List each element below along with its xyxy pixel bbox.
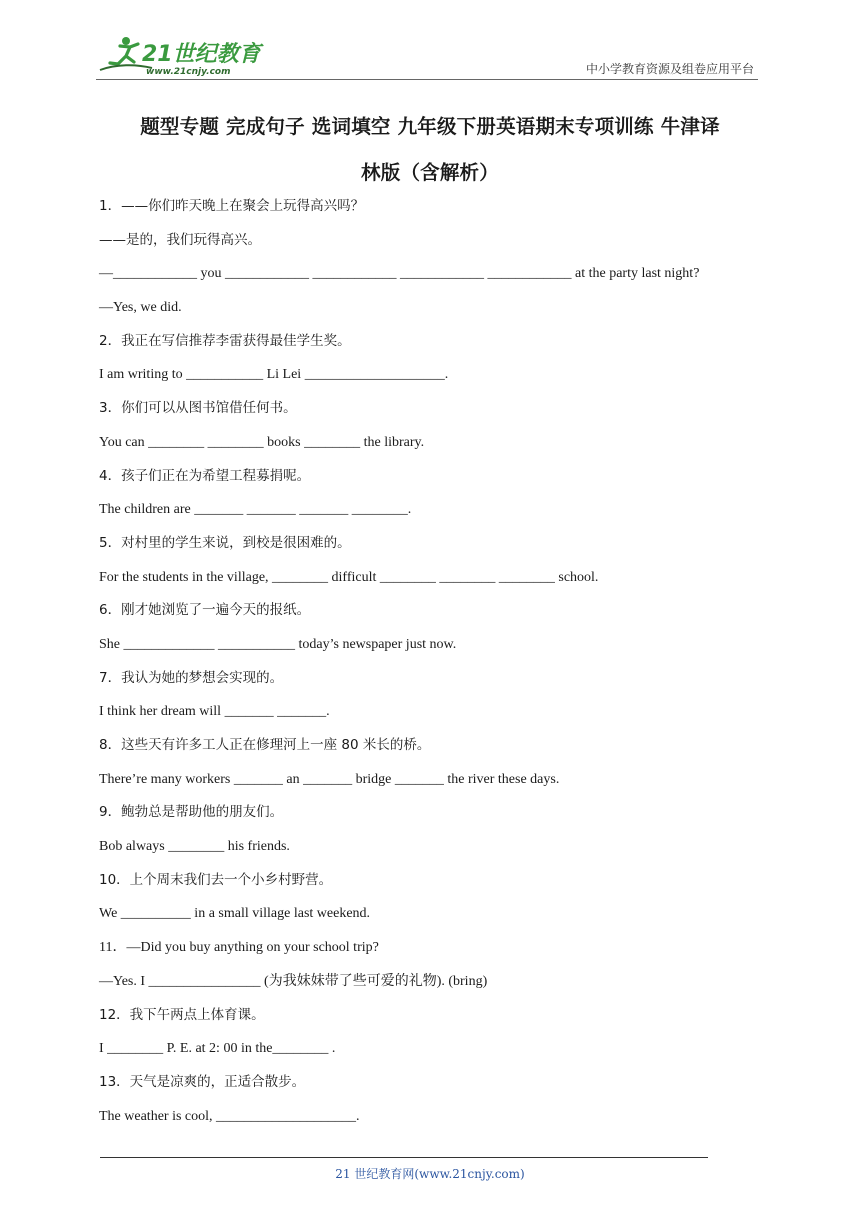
platform-name: 中小学教育资源及组卷应用平台 xyxy=(585,62,754,76)
site-logo xyxy=(96,34,266,78)
question-line: 5．对村里的学生来说，到校是很困难的。 xyxy=(99,534,351,551)
logo-text: 21世纪教育 xyxy=(142,42,261,67)
question-line: I am writing to ___________ Li Lei ____________________. xyxy=(99,367,449,383)
question-line: —Yes. I ________________ (为我妹妹带了些可爱的礼物). (bring) xyxy=(99,973,488,989)
question-line: 4．孩子们正在为希望工程募捐呢。 xyxy=(99,467,311,484)
question-line: ——是的，我们玩得高兴。 xyxy=(99,231,261,248)
footer-text: 21 世纪教育网(www.21cnjy.com) xyxy=(335,1167,525,1181)
page-title xyxy=(100,104,760,196)
running-figure-logo-icon xyxy=(96,34,266,78)
question-line: I ________ P. E. at 2: 00 in the________ . xyxy=(99,1041,336,1057)
question-line: 11．—Did you buy anything on your school trip? xyxy=(99,940,379,956)
question-list xyxy=(99,190,779,1133)
question-line: —Yes, we did. xyxy=(99,300,182,316)
title-line-2: 林版（含解析） xyxy=(361,161,499,184)
question-line: 1．——你们昨天晚上在聚会上玩得高兴吗？ xyxy=(99,198,365,214)
question-line: 3．你们可以从图书馆借任何书。 xyxy=(99,400,297,417)
page-header xyxy=(96,30,758,80)
question-line: Bob always ________ his friends. xyxy=(99,839,290,855)
logo-url: www.21cnjy.com xyxy=(146,67,231,77)
question-line: For the students in the village, ________ difficult ________ ________ ________ school. xyxy=(99,569,599,585)
question-line: 9．鲍勃总是帮助他的朋友们。 xyxy=(99,804,284,821)
question-line: The children are _______ _______ _______ ________. xyxy=(99,502,412,518)
question-line: 2．我正在写信推荐李雷获得最佳学生奖。 xyxy=(99,332,351,349)
question-line: The weather is cool, ____________________. xyxy=(99,1108,360,1124)
question-line: We __________ in a small village last weekend. xyxy=(99,906,371,922)
question-line: She _____________ ___________ today’s newspaper just now. xyxy=(99,636,457,652)
question-line: 8．这些天有许多工人正在修理河上一座 80 米长的桥。 xyxy=(99,737,431,753)
question-line: 10．上个周末我们去一个小乡村野营。 xyxy=(99,871,333,888)
question-line: I think her dream will _______ _______. xyxy=(99,704,330,720)
header-divider xyxy=(96,79,758,80)
footer-divider xyxy=(100,1157,708,1158)
question-line: 6．刚才她浏览了一遍今天的报纸。 xyxy=(99,602,311,619)
question-line: There’re many workers _______ an _______ bridge _______ the river these days. xyxy=(99,771,560,787)
question-line: 7．我认为她的梦想会实现的。 xyxy=(99,669,284,686)
question-line: You can ________ ________ books ________ the library. xyxy=(99,434,425,450)
title-line-1: 题型专题 完成句子 选词填空 九年级下册英语期末专项训练 牛津译 xyxy=(140,115,720,138)
question-line: 13．天气是凉爽的，正适合散步。 xyxy=(99,1073,306,1090)
question-line: —____________ you ____________ ____________ ____________ ____________ at the party last night? xyxy=(99,266,700,282)
question-line: 12．我下午两点上体育课。 xyxy=(99,1006,265,1023)
